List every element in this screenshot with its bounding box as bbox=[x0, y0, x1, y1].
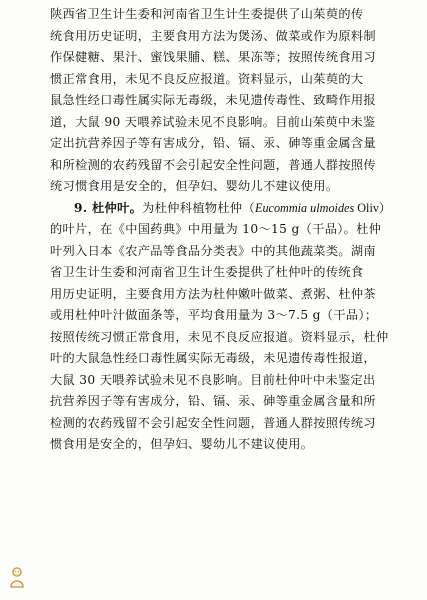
text-line: 叶列入日本《农产品等食品分类表》中的其他蔬菜类。湖南 bbox=[50, 243, 376, 258]
text-run: 为杜仲科植物杜仲（ bbox=[142, 200, 256, 215]
text-line: 道，大鼠 90 天喂养试验未见不良影响。目前山茱萸中未鉴 bbox=[50, 114, 376, 129]
text-line: 作保健糖、果汁、蜜饯果脯、糕、果冻等；按照传统食用习 bbox=[50, 50, 376, 64]
text-line: 惯正常食用，未见不良反应报道。资料显示，山茱萸的大 bbox=[50, 71, 364, 86]
text-line: 统习惯食用是安全的，但孕妇、婴幼儿不建议使用。 bbox=[50, 179, 339, 193]
text-line: 统食用历史证明，主要食用方法为煲汤、做菜或作为原料制 bbox=[50, 28, 376, 43]
text-line: 用历史证明，主要食用方法为杜仲嫩叶做菜、煮粥、杜仲茶 bbox=[50, 286, 376, 301]
text-line: 省卫生计生委和河南省卫生计生委提供了杜仲叶的传统食 bbox=[50, 265, 364, 279]
latin-name: Eucommia ulmoides bbox=[255, 200, 355, 215]
section-heading: 9. 杜仲叶。 bbox=[74, 200, 143, 215]
text-line: 鼠急性经口毒性属实际无毒级，未见遗传毒性、致畸作用报 bbox=[50, 93, 376, 107]
section-heading-line bbox=[50, 198, 412, 220]
text-line: 的叶片，在《中国药典》中用量为 10～15 g（干品）。杜仲 bbox=[50, 222, 382, 236]
text-line: 大鼠 30 天喂养试验未见不良影响。目前杜仲叶中未鉴定出 bbox=[50, 372, 376, 387]
text-line: 叶的大鼠急性经口毒性属实际无毒级，未见遗传毒性报道， bbox=[50, 351, 376, 365]
text-line: 和所检测的农药残留不会引起安全性问题，普通人群按照传 bbox=[50, 157, 376, 172]
body-text bbox=[50, 4, 412, 456]
text-line: 检测的农药残留不会引起安全性问题，普通人群按照传统习 bbox=[50, 415, 376, 430]
text-line: 惯食用是安全的，但孕妇、婴幼儿不建议使用。 bbox=[50, 437, 314, 451]
latin-author: Oliv） bbox=[354, 200, 392, 215]
corner-stamp-icon bbox=[8, 566, 26, 588]
text-line: 定出抗营养因子等有害成分，铅、镉、汞、砷等重金属含量 bbox=[50, 136, 376, 150]
text-line: 陕西省卫生计生委和河南省卫生计生委提供了山茱萸的传 bbox=[50, 7, 364, 21]
text-line: 抗营养因子等有害成分，铅、镉、汞、砷等重金属含量和所 bbox=[50, 394, 376, 408]
text-line: 按照传统习惯正常食用，未见不良反应报道。资料显示，杜仲 bbox=[50, 329, 389, 344]
text-line: 或用杜仲叶汁做面条等，平均食用量为 3～7.5 g（干品）； bbox=[50, 308, 378, 322]
